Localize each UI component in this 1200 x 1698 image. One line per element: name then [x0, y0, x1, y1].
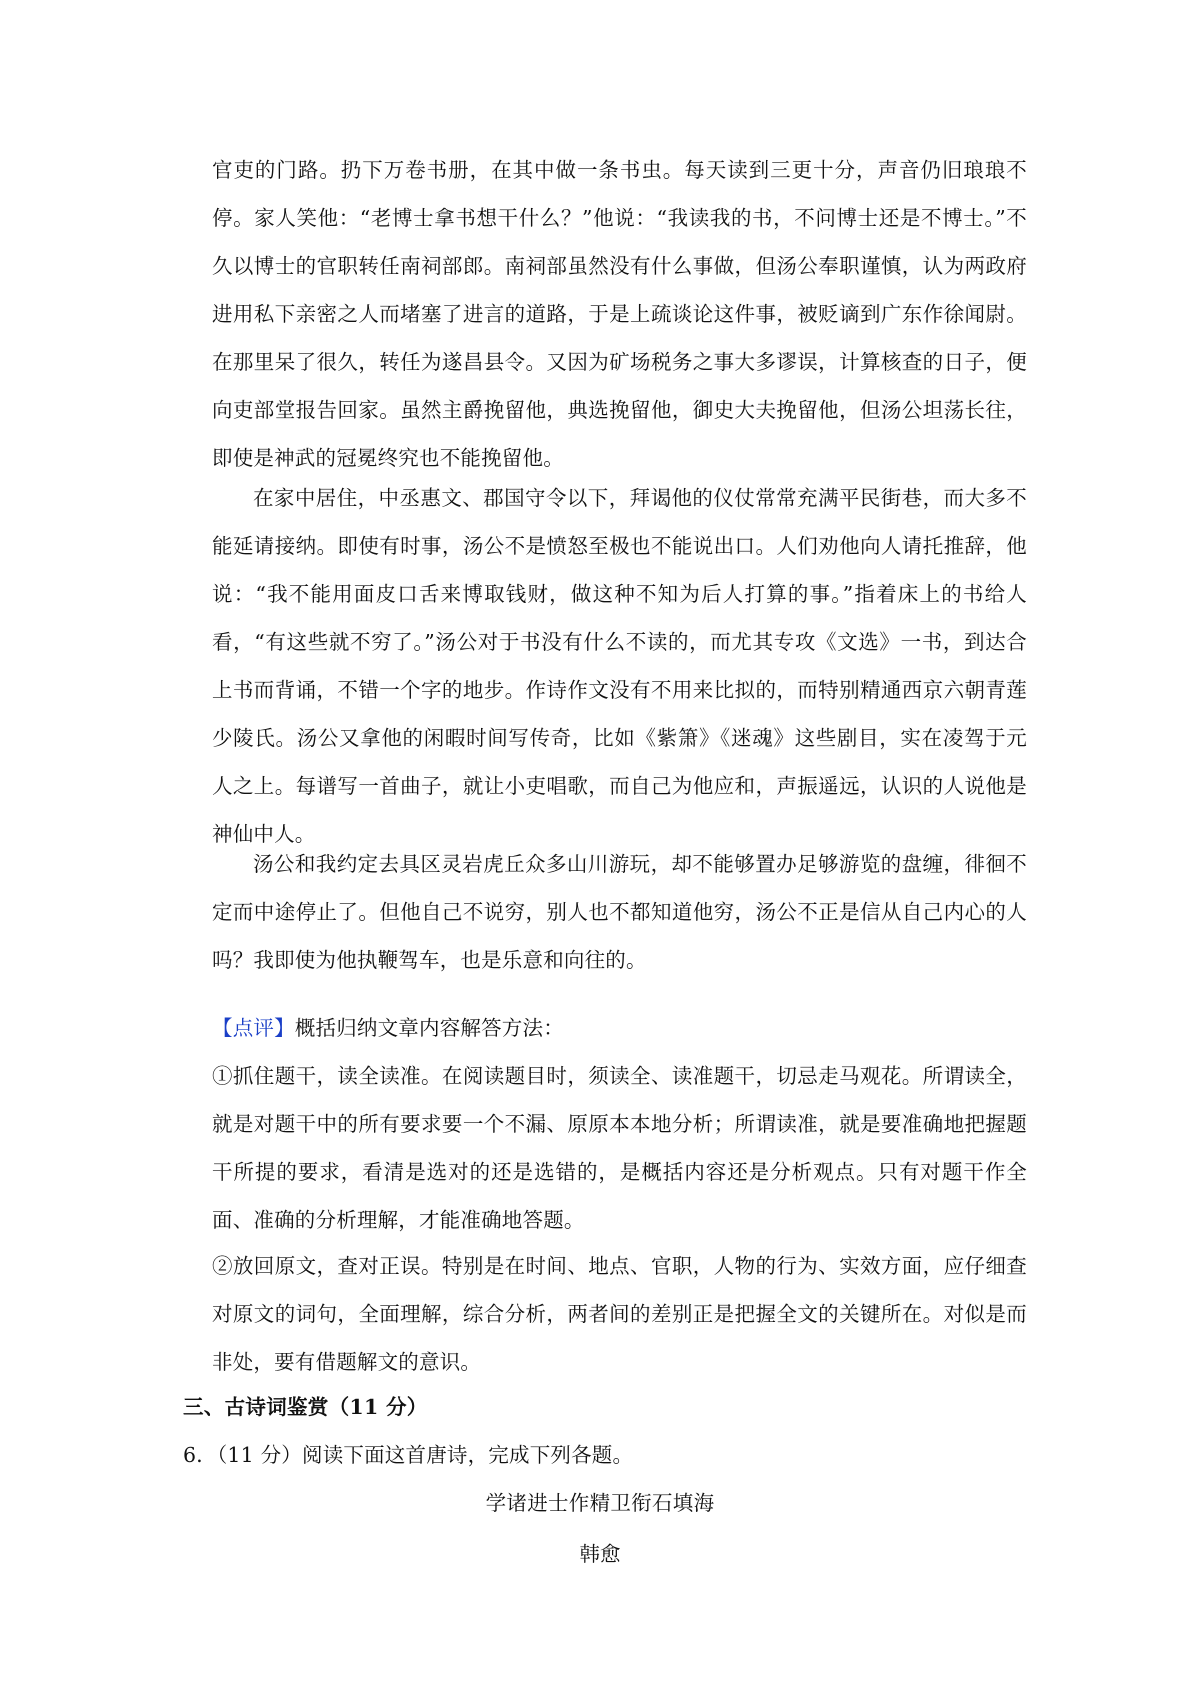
- comment-intro: [212, 1004, 1027, 1052]
- poem-author: 韩愈: [579, 1542, 621, 1566]
- question-prompt: 6．（11 分）阅读下面这首唐诗，完成下列各题。: [183, 1443, 634, 1467]
- paragraph-travel: 汤公和我约定去具区灵岩虎丘众多山川游玩，却不能够置办足够游览的盘缠，徘徊不定而中途停止了。但他自己不说穷，别人也不都知道他穷，汤公不正是信从自己内心的人吗？我即使为他执鞭驾车，也是乐意和向往的。: [212, 852, 1027, 972]
- comment-point-1: ①抓住题干，读全读准。在阅读题目时，须读全、读准题干，切忌走马观花。所谓读全，就是对题干中的所有要求要一个不漏、原原本本地分析；所谓读准，就是要准确地把握题干所提的要求，看清是选对的还是选错的，是概括内容还是分析观点。只有对题干作全面、准确的分析理解，才能准确地答题。: [212, 1064, 1027, 1232]
- comment-point-2: ②放回原文，查对正误。特别是在时间、地点、官职，人物的行为、实效方面，应仔细查对原文的词句，全面理解，综合分析，两者间的差别正是把握全文的关键所在。对似是而非处，要有借题解文的意识。: [212, 1254, 1027, 1374]
- poem-title: 学诸进士作精卫衔石填海: [485, 1491, 715, 1515]
- comment-text: 概括归纳文章内容解答方法：: [294, 1016, 564, 1040]
- paragraph-home-life: 在家中居住，中丞惠文、郡国守令以下，拜谒他的仪仗常常充满平民街巷，而大多不能延请接纳。即使有时事，汤公不是愤怒至极也不能说出口。人们劝他向人请托推辞，他说：“我不能用面皮口舌来博取钱财，做这种不知为后人打算的事。”指着床上的书给人看，“有这些就不穷了。”汤公对于书没有什么不读的，而尤其专攻《文选》一书，到达合上书而背诵，不错一个字的地步。作诗作文没有不用来比拟的，而特别精通西京六朝青莲少陵氏。汤公又拿他的闲暇时间写传奇，比如《紫箫》《迷魂》这些剧目，实在凌驾于元人之上。每谱写一首曲子，就让小吏唱歌，而自己为他应和，声振遥远，认识的人说他是神仙中人。: [212, 486, 1027, 846]
- paragraph-continued: 官吏的门路。扔下万卷书册，在其中做一条书虫。每天读到三更十分，声音仍旧琅琅不停。家人笑他：“老博士拿书想干什么？”他说：“我读我的书，不问博士还是不博士。”不久以博士的官职转任南祠部郎。南祠部虽然没有什么事做，但汤公奉职谨慎，认为两政府进用私下亲密之人而堵塞了进言的道路，于是上疏谈论这件事，被贬谪到广东作徐闻尉。在那里呆了很久，转任为遂昌县令。又因为矿场税务之事大多谬误，计算核查的日子，便向吏部堂报告回家。虽然主爵挽留他，典选挽留他，御史大夫挽留他，但汤公坦荡长往，即使是神武的冠冕终究也不能挽留他。: [212, 158, 1027, 470]
- section-heading: 三、古诗词鉴赏（11 分）: [183, 1395, 428, 1419]
- comment-tag: 【点评】: [212, 1016, 295, 1040]
